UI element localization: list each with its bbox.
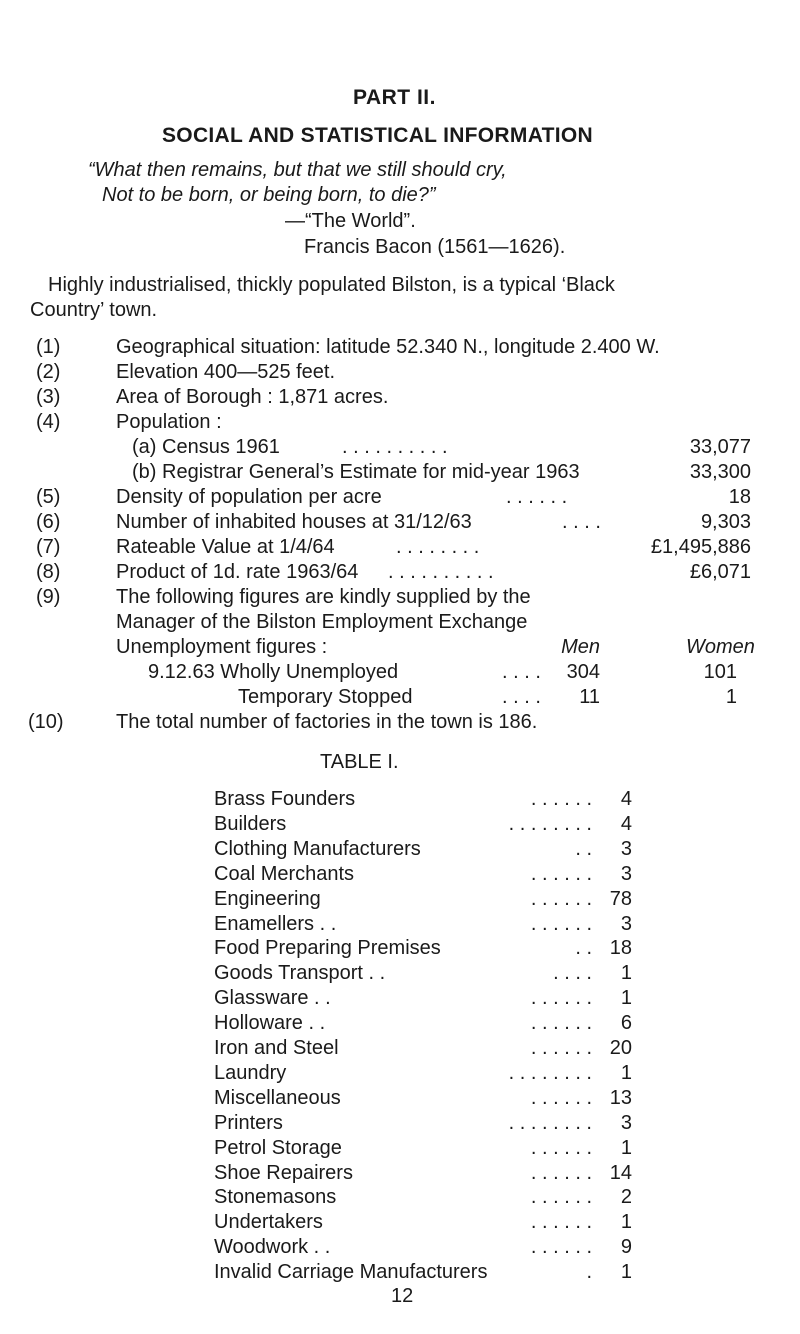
item-10-number: (10) xyxy=(28,711,64,733)
table-row-label: Glassware . . xyxy=(214,987,331,1009)
page-number: 12 xyxy=(391,1285,414,1307)
item-5-text: Density of population per acre xyxy=(116,486,382,508)
quote-line-1: “What then remains, but that we still should cry, xyxy=(88,159,507,181)
table-row-label: Undertakers xyxy=(214,1211,323,1233)
item-5-dots: . . . . . . xyxy=(506,486,568,508)
item-5-value: 18 xyxy=(728,486,751,508)
wholly-unemployed-dots: . . . . xyxy=(502,661,541,683)
wholly-unemployed-men: 304 xyxy=(566,661,600,683)
table-row-label: Woodwork . . xyxy=(214,1236,331,1258)
part-title: PART II. xyxy=(353,86,436,109)
item-1-number: (1) xyxy=(36,336,61,358)
table-row-label: Miscellaneous xyxy=(214,1087,341,1109)
table-row-leader: . . . . . . xyxy=(530,1211,592,1233)
table-row-leader: . . . . . . xyxy=(530,1012,592,1034)
item-7-number: (7) xyxy=(36,536,61,558)
table-row-value: 18 xyxy=(609,937,632,959)
item-2-number: (2) xyxy=(36,361,61,383)
item-3-number: (3) xyxy=(36,386,61,408)
quote-author: Francis Bacon (1561—1626). xyxy=(304,236,566,258)
item-6-text: Number of inhabited houses at 31/12/63 xyxy=(116,511,472,533)
table-row-value: 3 xyxy=(620,838,632,860)
table-row-leader: . . . . . . xyxy=(530,888,592,910)
table-row-leader: . . . . . . xyxy=(530,987,592,1009)
intro-line-1: Highly industrialised, thickly populated Bilston, is a typical ‘Black xyxy=(48,274,615,296)
item-8-dots: . . . . . . . . . . xyxy=(388,561,494,583)
table-row-leader: . . . . . . xyxy=(530,1186,592,1208)
table-row-leader: . . . . . . xyxy=(530,1137,592,1159)
item-9-line-1: The following figures are kindly supplied by the xyxy=(116,586,531,608)
table-row-label: Engineering xyxy=(214,888,321,910)
table-row-value: 14 xyxy=(609,1162,632,1184)
item-7-text: Rateable Value at 1/4/64 xyxy=(116,536,335,558)
table-row-value: 1 xyxy=(620,1261,632,1283)
table-row-label: Builders xyxy=(214,813,287,835)
table-row-leader: . . . . . . xyxy=(530,1162,592,1184)
item-4b-text: (b) Registrar General’s Estimate for mid-year 1963 xyxy=(132,461,580,483)
table-row-leader: . . . . . . xyxy=(530,788,592,810)
quote-line-2: Not to be born, or being born, to die?” xyxy=(102,184,436,206)
table-row-value: 4 xyxy=(620,788,632,810)
table-row-leader: . . xyxy=(575,838,592,860)
wholly-unemployed-label: 9.12.63 Wholly Unemployed xyxy=(148,661,399,683)
item-5-number: (5) xyxy=(36,486,61,508)
table-row-leader: . . . . xyxy=(553,962,592,984)
table-row-label: Enamellers . . xyxy=(214,913,337,935)
item-4a-value: 33,077 xyxy=(689,436,751,458)
table-row-leader: . . . . . . . . xyxy=(508,1112,592,1134)
table-row-leader: . xyxy=(586,1261,592,1283)
temporary-stopped-women: 1 xyxy=(725,686,737,708)
men-column-header: Men xyxy=(561,636,600,658)
item-1-text: Geographical situation: latitude 52.340 N., longitude 2.400 W. xyxy=(116,336,660,358)
item-9-number: (9) xyxy=(36,586,61,608)
table-row-leader: . . . . . . xyxy=(530,1087,592,1109)
table-row-value: 1 xyxy=(620,1062,632,1084)
table-row-value: 1 xyxy=(620,1137,632,1159)
item-3-text: Area of Borough : 1,871 acres. xyxy=(116,386,389,408)
temporary-stopped-men: 11 xyxy=(579,686,600,708)
table-row-leader: . . . . . . xyxy=(530,1037,592,1059)
table-row-value: 9 xyxy=(620,1236,632,1258)
women-column-header: Women xyxy=(686,636,755,658)
table-row-value: 2 xyxy=(620,1186,632,1208)
item-8-text: Product of 1d. rate 1963/64 xyxy=(116,561,359,583)
table-row-label: Iron and Steel xyxy=(214,1037,339,1059)
item-10-text: The total number of factories in the town is 186. xyxy=(116,711,538,733)
table-row-label: Clothing Manufacturers xyxy=(214,838,421,860)
item-4a-dots: . . . . . . . . . . xyxy=(342,436,448,458)
wholly-unemployed-women: 101 xyxy=(703,661,737,683)
table-row-label: Holloware . . xyxy=(214,1012,326,1034)
table-row-value: 1 xyxy=(620,1211,632,1233)
unemployment-label: Unemployment figures : xyxy=(116,636,328,658)
table-row-label: Stonemasons xyxy=(214,1186,337,1208)
table-row-leader: . . . . . . xyxy=(530,1236,592,1258)
item-4a-text: (a) Census 1961 xyxy=(132,436,280,458)
intro-line-2: Country’ town. xyxy=(30,299,158,321)
table-title: TABLE I. xyxy=(320,751,399,773)
item-9-line-2: Manager of the Bilston Employment Exchange xyxy=(116,611,528,633)
table-row-value: 1 xyxy=(620,962,632,984)
table-row-leader: . . . . . . xyxy=(530,863,592,885)
table-row-value: 13 xyxy=(609,1087,632,1109)
table-row-label: Invalid Carriage Manufacturers xyxy=(214,1261,488,1283)
item-6-dots: . . . . xyxy=(562,511,601,533)
item-4b-value: 33,300 xyxy=(689,461,751,483)
table-row-value: 6 xyxy=(620,1012,632,1034)
table-row-label: Laundry xyxy=(214,1062,287,1084)
table-row-leader: . . . . . . . . xyxy=(508,813,592,835)
item-4-text: Population : xyxy=(116,411,222,433)
quote-source: —“The World”. xyxy=(285,210,416,232)
item-8-number: (8) xyxy=(36,561,61,583)
item-2-text: Elevation 400—525 feet. xyxy=(116,361,336,383)
item-7-dots: . . . . . . . . xyxy=(396,536,480,558)
table-row-label: Goods Transport . . xyxy=(214,962,386,984)
table-row-value: 1 xyxy=(620,987,632,1009)
table-row-label: Shoe Repairers xyxy=(214,1162,353,1184)
table-row-value: 78 xyxy=(609,888,632,910)
section-heading: SOCIAL AND STATISTICAL INFORMATION xyxy=(162,124,593,147)
item-4-number: (4) xyxy=(36,411,61,433)
temporary-stopped-label: Temporary Stopped xyxy=(238,686,413,708)
table-row-label: Food Preparing Premises xyxy=(214,937,441,959)
table-row-value: 4 xyxy=(620,813,632,835)
table-row-value: 3 xyxy=(620,913,632,935)
table-row-value: 3 xyxy=(620,1112,632,1134)
item-7-value: £1,495,886 xyxy=(650,536,751,558)
table-row-label: Coal Merchants xyxy=(214,863,355,885)
table-row-label: Brass Founders xyxy=(214,788,356,810)
table-row-leader: . . . . . . xyxy=(530,913,592,935)
table-row-label: Petrol Storage xyxy=(214,1137,342,1159)
table-row-leader: . . xyxy=(575,937,592,959)
item-6-value: 9,303 xyxy=(700,511,751,533)
table-row-leader: . . . . . . . . xyxy=(508,1062,592,1084)
item-8-value: £6,071 xyxy=(689,561,751,583)
item-6-number: (6) xyxy=(36,511,61,533)
table-row-value: 3 xyxy=(620,863,632,885)
table-row-label: Printers xyxy=(214,1112,283,1134)
temporary-stopped-dots: . . . . xyxy=(502,686,541,708)
table-row-value: 20 xyxy=(609,1037,632,1059)
